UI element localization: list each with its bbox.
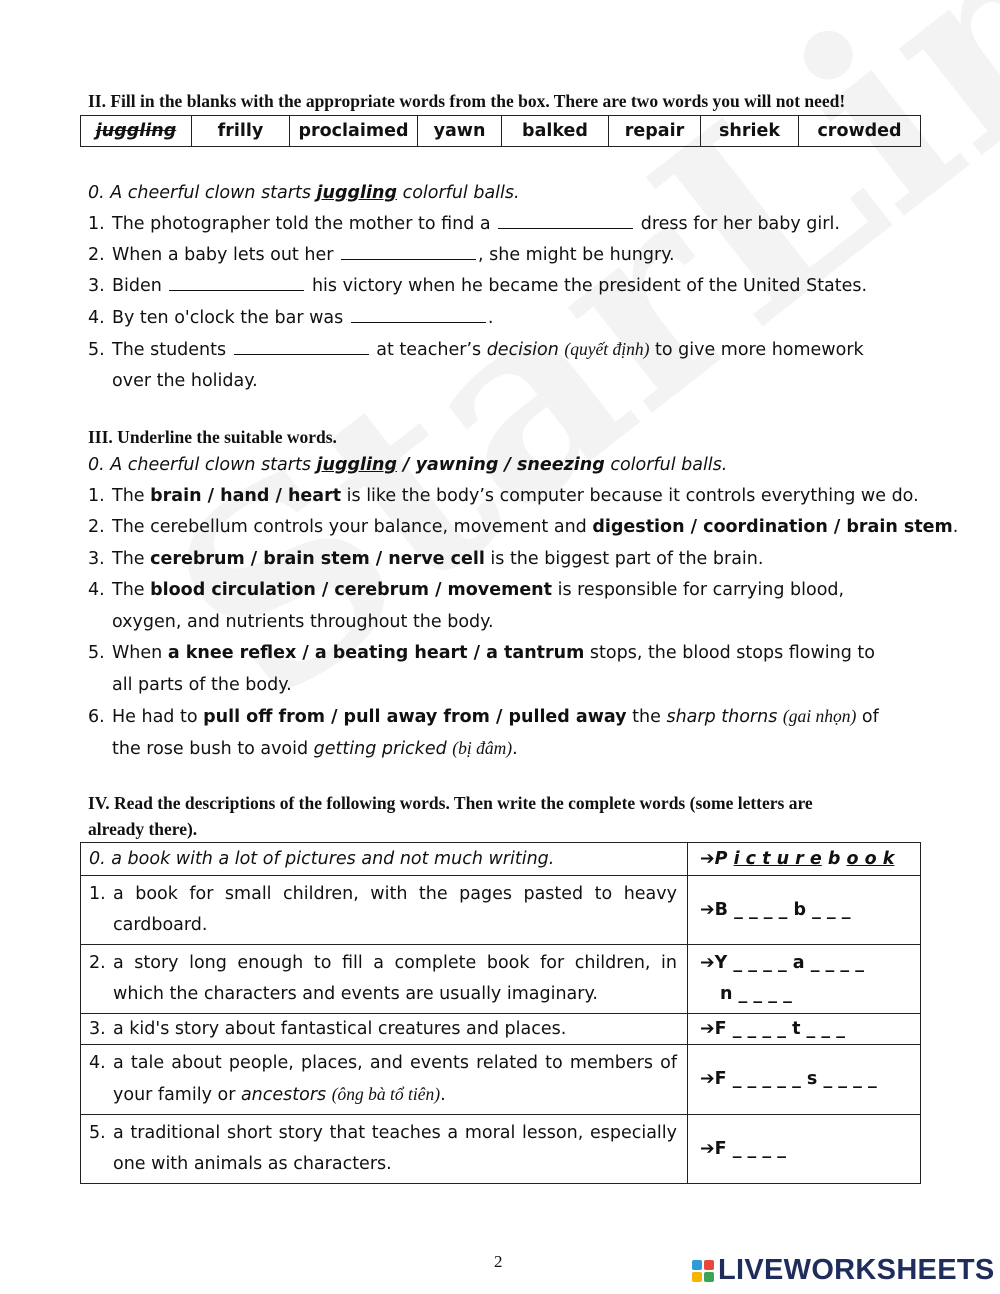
word-box-item: frilly bbox=[192, 116, 290, 147]
answer-blank[interactable] bbox=[169, 274, 304, 291]
question: 2. The cerebellum controls your balance, movement and digestion / coordination / brain stem. bbox=[88, 517, 959, 537]
section-3-example: 0. A cheerful clown starts juggling / yawning / sneezing colorful balls. bbox=[88, 455, 728, 475]
answer-options[interactable]: pull off from / pull away from / pulled away bbox=[203, 707, 627, 727]
table-row bbox=[81, 1045, 921, 1115]
description-cell: 1. a book for small children, with the pages pasted to heavy cardboard. bbox=[81, 876, 688, 945]
vocabulary-table bbox=[80, 842, 921, 1184]
answer-cell[interactable]: ➔B _ _ _ _ b _ _ _ bbox=[688, 876, 921, 945]
section-4-heading: IV. Read the descriptions of the following words. Then write the complete words (some letters are already there). bbox=[88, 793, 813, 839]
question: 1. The photographer told the mother to find a dress for her baby girl. bbox=[88, 214, 840, 234]
word-box-item: shriek bbox=[701, 116, 799, 147]
section-3-heading: III. Underline the suitable words. bbox=[88, 427, 337, 447]
answer-options[interactable]: brain / hand / heart bbox=[150, 486, 342, 506]
word-box-item: juggling bbox=[81, 116, 192, 147]
answer-options[interactable]: digestion / coordination / brain stem bbox=[592, 517, 953, 537]
question: 3. Biden his victory when he became the president of the United States. bbox=[88, 276, 868, 296]
question: 2. When a baby lets out her , she might be hungry. bbox=[88, 245, 675, 265]
question: 5. When a knee reflex / a beating heart / a tantrum stops, the blood stops flowing to bbox=[88, 643, 875, 663]
question: 4. By ten o'clock the bar was . bbox=[88, 308, 494, 328]
answer-options[interactable]: a knee reflex / a beating heart / a tantrum bbox=[167, 643, 585, 663]
question: 6. He had to pull off from / pull away from / pulled away the sharp thorns (gai nhọn) of bbox=[88, 706, 879, 727]
description-cell: 2. a story long enough to fill a complete book for children, in which the characters and events are usually imaginary. bbox=[81, 945, 688, 1014]
answer-options[interactable]: cerebrum / brain stem / nerve cell bbox=[150, 549, 485, 569]
description-cell: 4. a tale about people, places, and events related to members of your family or ancestors (ông bà tổ tiên). bbox=[81, 1045, 688, 1115]
word-box bbox=[80, 115, 921, 147]
word-box-item: proclaimed bbox=[290, 116, 418, 147]
answer-cell[interactable]: ➔Y _ _ _ _ a _ _ _ _ n _ _ _ _ bbox=[688, 945, 921, 1014]
logo-text: LIVEWORKSHEETS bbox=[718, 1254, 995, 1286]
question: 1. The brain / hand / heart is like the body’s computer because it controls everything we do. bbox=[88, 486, 919, 506]
description-cell: 5. a traditional short story that teaches a moral lesson, especially one with animals as characters. bbox=[81, 1115, 688, 1184]
description-cell: 0. a book with a lot of pictures and not much writing. bbox=[81, 843, 688, 876]
table-row bbox=[81, 843, 921, 876]
page-number: 2 bbox=[494, 1252, 503, 1271]
answer-cell[interactable]: ➔F _ _ _ _ bbox=[688, 1115, 921, 1184]
question-continuation: all parts of the body. bbox=[112, 675, 292, 695]
answer-blank[interactable] bbox=[351, 306, 486, 323]
answer-cell[interactable]: ➔F _ _ _ _ t _ _ _ bbox=[688, 1014, 921, 1045]
word-box-item: crowded bbox=[799, 116, 921, 147]
example-answer: juggling bbox=[316, 183, 398, 203]
answer-cell: ➔P i c t u r e b o o k bbox=[688, 843, 921, 876]
question: 4. The blood circulation / cerebrum / movement is responsible for carrying blood, bbox=[88, 580, 845, 600]
answer-cell[interactable]: ➔F _ _ _ _ _ s _ _ _ _ bbox=[688, 1045, 921, 1115]
table-row bbox=[81, 1115, 921, 1184]
logo-icon bbox=[692, 1260, 714, 1282]
word-box-item: balked bbox=[502, 116, 609, 147]
table-row bbox=[81, 876, 921, 945]
table-row bbox=[81, 945, 921, 1014]
description-cell: 3. a kid's story about fantastical creatures and places. bbox=[81, 1014, 688, 1045]
liveworksheets-logo[interactable] bbox=[692, 1254, 995, 1287]
answer-blank[interactable] bbox=[341, 243, 476, 260]
answer-blank[interactable] bbox=[498, 212, 633, 229]
word-box-item: yawn bbox=[418, 116, 502, 147]
table-row bbox=[81, 1014, 921, 1045]
section-2-heading: II. Fill in the blanks with the appropriate words from the box. There are two words you will not need! bbox=[88, 91, 846, 111]
question-continuation: oxygen, and nutrients throughout the body. bbox=[112, 612, 494, 632]
word-box-item: repair bbox=[609, 116, 701, 147]
section-2-example: 0. A cheerful clown starts juggling colorful balls. bbox=[88, 183, 520, 203]
question: 3. The cerebrum / brain stem / nerve cell is the biggest part of the brain. bbox=[88, 549, 764, 569]
question-continuation: over the holiday. bbox=[112, 371, 258, 391]
answer-options[interactable]: blood circulation / cerebrum / movement bbox=[150, 580, 553, 600]
question: 5. The students at teacher’s decision (quyết định) to give more homework bbox=[88, 339, 864, 360]
answer-blank[interactable] bbox=[234, 338, 369, 355]
question-continuation: the rose bush to avoid getting pricked (bị đâm). bbox=[112, 738, 518, 759]
